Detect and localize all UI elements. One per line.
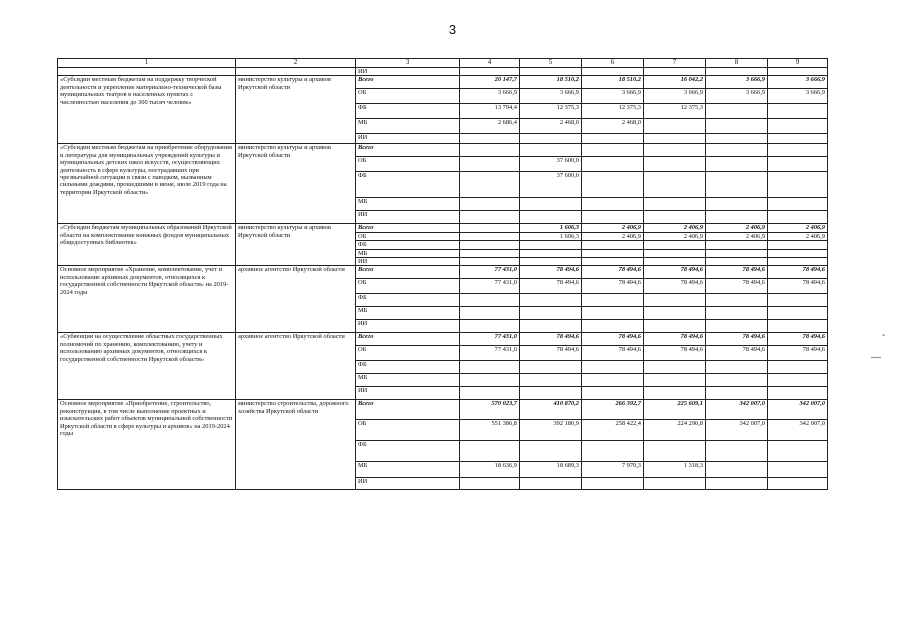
amount-cell: 2 406,9: [644, 232, 706, 240]
amount-cell: 78 494,6: [706, 346, 768, 361]
funding-source: ФБ: [356, 241, 460, 249]
amount-cell: 78 494,6: [644, 346, 706, 361]
amount-cell: [644, 374, 706, 387]
amount-cell: [644, 134, 706, 144]
amount-cell: 77 431,0: [460, 279, 520, 294]
amount-cell: [706, 320, 768, 333]
amount-cell: 342 007,0: [768, 420, 828, 441]
amount-cell: [644, 361, 706, 374]
amount-cell: 12 375,3: [520, 104, 582, 119]
funding-source: МБ: [356, 249, 460, 257]
amount-cell: [644, 258, 706, 266]
funding-source: ФБ: [356, 441, 460, 462]
amount-cell: [520, 478, 582, 490]
amount-cell: [768, 462, 828, 478]
amount-cell: 78 494,6: [706, 333, 768, 346]
amount-cell: [768, 198, 828, 211]
amount-cell: [644, 387, 706, 400]
amount-cell: 2 406,9: [582, 232, 644, 240]
amount-cell: 2 406,9: [582, 224, 644, 232]
budget-table-sheet: [57, 58, 827, 490]
amount-cell: [582, 144, 644, 157]
amount-cell: 2 468,0: [520, 119, 582, 134]
amount-cell: [768, 68, 828, 76]
page-number: 3: [448, 22, 457, 37]
amount-cell: [460, 134, 520, 144]
amount-cell: [644, 478, 706, 490]
table-row: [58, 68, 828, 76]
amount-cell: [644, 68, 706, 76]
amount-cell: [706, 249, 768, 257]
amount-cell: [460, 232, 520, 240]
amount-cell: [706, 104, 768, 119]
amount-cell: 78 494,6: [768, 333, 828, 346]
column-header: 1: [58, 59, 236, 68]
budget-table: [57, 58, 828, 490]
amount-cell: [520, 198, 582, 211]
amount-cell: 3 666,9: [582, 89, 644, 104]
amount-cell: [644, 172, 706, 198]
amount-cell: [582, 374, 644, 387]
amount-cell: [520, 441, 582, 462]
amount-cell: [520, 361, 582, 374]
amount-cell: [706, 241, 768, 249]
amount-cell: [706, 478, 768, 490]
amount-cell: [460, 211, 520, 224]
amount-cell: [582, 198, 644, 211]
amount-cell: 342 007,0: [706, 400, 768, 420]
measure-description: «Субсидии местным бюджетам на приобретение оборудования и литературы для муниципальных учреждений культуры и муниципальных детских школ искусств, осуществляющих деятельность в сфере культуры, пострадавших при чрезвычайной ситуации в связи с паводком, вызванным сильными дождями, прошедшими в июне, июле 2019 года на территории Иркутской области»: [58, 144, 236, 224]
amount-cell: [706, 258, 768, 266]
amount-cell: 570 023,7: [460, 400, 520, 420]
amount-cell: 18 636,9: [460, 462, 520, 478]
measure-description: [58, 68, 236, 76]
amount-cell: [460, 441, 520, 462]
column-header: 3: [356, 59, 460, 68]
amount-cell: [644, 144, 706, 157]
margin-dash-mark: -: [882, 330, 886, 341]
column-header: 6: [582, 59, 644, 68]
amount-cell: [644, 119, 706, 134]
funding-source: Всего: [356, 333, 460, 346]
table-row: [58, 333, 828, 346]
responsible-executor: [236, 68, 356, 76]
amount-cell: [768, 478, 828, 490]
amount-cell: [582, 307, 644, 320]
column-header: 5: [520, 59, 582, 68]
amount-cell: 78 494,6: [644, 279, 706, 294]
amount-cell: 78 494,6: [582, 346, 644, 361]
amount-cell: [460, 307, 520, 320]
amount-cell: [460, 258, 520, 266]
amount-cell: [520, 320, 582, 333]
amount-cell: [582, 320, 644, 333]
amount-cell: [582, 478, 644, 490]
amount-cell: 7 970,3: [582, 462, 644, 478]
measure-description: Основное мероприятие «Приобретение, строительство, реконструкция, в том числе выполнение проектных и изыскательских работ объектов муниципальной собственности Иркутской области в сфере культуры и архивов» на 2019-2024 годы: [58, 400, 236, 490]
amount-cell: 78 494,6: [520, 346, 582, 361]
amount-cell: 3 666,9: [768, 76, 828, 89]
amount-cell: [520, 241, 582, 249]
amount-cell: [768, 387, 828, 400]
amount-cell: 18 510,2: [582, 76, 644, 89]
column-header: 4: [460, 59, 520, 68]
amount-cell: [582, 249, 644, 257]
amount-cell: [768, 249, 828, 257]
amount-cell: 78 494,6: [582, 279, 644, 294]
amount-cell: [706, 68, 768, 76]
amount-cell: [460, 198, 520, 211]
funding-source: ИИ: [356, 478, 460, 490]
amount-cell: [768, 441, 828, 462]
amount-cell: 258 422,4: [582, 420, 644, 441]
amount-cell: 78 494,6: [768, 346, 828, 361]
amount-cell: [706, 144, 768, 157]
amount-cell: [582, 258, 644, 266]
amount-cell: [520, 211, 582, 224]
amount-cell: 77 431,0: [460, 333, 520, 346]
amount-cell: 3 666,9: [520, 89, 582, 104]
amount-cell: 78 494,6: [644, 266, 706, 279]
amount-cell: [706, 374, 768, 387]
amount-cell: [768, 211, 828, 224]
amount-cell: [768, 294, 828, 307]
amount-cell: [768, 144, 828, 157]
amount-cell: 2 406,9: [706, 224, 768, 232]
amount-cell: [644, 211, 706, 224]
funding-source: ФБ: [356, 104, 460, 119]
funding-source: Всего: [356, 76, 460, 89]
column-header: 2: [236, 59, 356, 68]
amount-cell: [460, 361, 520, 374]
amount-cell: 78 494,6: [644, 333, 706, 346]
amount-cell: [582, 134, 644, 144]
amount-cell: [582, 211, 644, 224]
funding-source: ФБ: [356, 172, 460, 198]
amount-cell: [644, 157, 706, 172]
amount-cell: [706, 134, 768, 144]
amount-cell: [644, 307, 706, 320]
amount-cell: 12 375,3: [582, 104, 644, 119]
amount-cell: 78 494,6: [768, 266, 828, 279]
amount-cell: [706, 361, 768, 374]
amount-cell: [582, 172, 644, 198]
amount-cell: [460, 387, 520, 400]
amount-cell: [706, 198, 768, 211]
amount-cell: [520, 374, 582, 387]
measure-description: Основное мероприятие «Хранение, комплектование, учет и использование архивных документов, относящихся к государственной собственности Иркутской области» на 2019-2024 годы: [58, 266, 236, 333]
table-row: [58, 76, 828, 89]
amount-cell: [706, 172, 768, 198]
amount-cell: [768, 258, 828, 266]
amount-cell: 1 606,3: [520, 224, 582, 232]
amount-cell: [460, 157, 520, 172]
funding-source: ИИ: [356, 258, 460, 266]
amount-cell: [768, 172, 828, 198]
amount-cell: [582, 441, 644, 462]
amount-cell: [706, 307, 768, 320]
amount-cell: 342 007,0: [768, 400, 828, 420]
amount-cell: [706, 387, 768, 400]
amount-cell: 12 375,3: [644, 104, 706, 119]
funding-source: ОБ: [356, 232, 460, 240]
amount-cell: 266 392,7: [582, 400, 644, 420]
funding-source: ИИ: [356, 320, 460, 333]
amount-cell: 551 386,8: [460, 420, 520, 441]
amount-cell: 78 494,6: [582, 333, 644, 346]
amount-cell: 77 431,0: [460, 346, 520, 361]
table-body: [58, 68, 828, 490]
funding-source: Всего: [356, 224, 460, 232]
amount-cell: 77 431,0: [460, 266, 520, 279]
amount-cell: 2 406,9: [644, 224, 706, 232]
amount-cell: 1 318,3: [644, 462, 706, 478]
amount-cell: 78 494,6: [582, 266, 644, 279]
amount-cell: 3 666,9: [706, 76, 768, 89]
amount-cell: [460, 224, 520, 232]
amount-cell: [768, 104, 828, 119]
amount-cell: 410 870,2: [520, 400, 582, 420]
amount-cell: [460, 320, 520, 333]
funding-source: МБ: [356, 462, 460, 478]
amount-cell: 13 794,4: [460, 104, 520, 119]
amount-cell: [768, 119, 828, 134]
amount-cell: [768, 241, 828, 249]
amount-cell: [582, 68, 644, 76]
funding-source: ОБ: [356, 89, 460, 104]
amount-cell: 20 147,7: [460, 76, 520, 89]
funding-source: Всего: [356, 266, 460, 279]
table-row: [58, 144, 828, 157]
amount-cell: [520, 68, 582, 76]
amount-cell: [644, 241, 706, 249]
amount-cell: [644, 249, 706, 257]
amount-cell: [582, 241, 644, 249]
amount-cell: [644, 294, 706, 307]
funding-source: ОБ: [356, 346, 460, 361]
amount-cell: 2 468,0: [582, 119, 644, 134]
measure-description: «Субсидии местным бюджетам на поддержку творческой деятельности и укрепление материально-технической базы муниципальных театров в населенных пунктах с численностью населения до 300 тысяч человек»: [58, 76, 236, 144]
amount-cell: [582, 387, 644, 400]
funding-source: ИИ: [356, 68, 460, 76]
amount-cell: 2 406,9: [706, 232, 768, 240]
amount-cell: 225 609,1: [644, 400, 706, 420]
amount-cell: 78 494,6: [768, 279, 828, 294]
amount-cell: [460, 68, 520, 76]
column-header: 9: [768, 59, 828, 68]
amount-cell: [644, 320, 706, 333]
amount-cell: [582, 361, 644, 374]
measure-description: «Субсидии бюджетам муниципальных образований Иркутской области на комплектование книжных фондов муниципальных общедоступных библиотек»: [58, 224, 236, 266]
table-row: [58, 266, 828, 279]
funding-source: ИИ: [356, 387, 460, 400]
amount-cell: 18 510,2: [520, 76, 582, 89]
funding-source: ОБ: [356, 420, 460, 441]
amount-cell: [582, 294, 644, 307]
amount-cell: [582, 157, 644, 172]
amount-cell: 3 666,9: [460, 89, 520, 104]
amount-cell: [706, 157, 768, 172]
amount-cell: [460, 374, 520, 387]
amount-cell: [460, 478, 520, 490]
amount-cell: 78 494,6: [520, 266, 582, 279]
amount-cell: 37 600,0: [520, 157, 582, 172]
table-row: [58, 224, 828, 232]
amount-cell: 3 666,9: [768, 89, 828, 104]
funding-source: Всего: [356, 144, 460, 157]
funding-source: МБ: [356, 198, 460, 211]
responsible-executor: министерство строительства, дорожного хозяйства Иркутской области: [236, 400, 356, 490]
funding-source: ФБ: [356, 361, 460, 374]
amount-cell: [460, 144, 520, 157]
amount-cell: [520, 294, 582, 307]
amount-cell: [520, 249, 582, 257]
funding-source: МБ: [356, 374, 460, 387]
amount-cell: 78 494,6: [706, 266, 768, 279]
amount-cell: 18 689,3: [520, 462, 582, 478]
funding-source: Всего: [356, 400, 460, 420]
amount-cell: [520, 134, 582, 144]
column-header: 7: [644, 59, 706, 68]
funding-source: ИИ: [356, 134, 460, 144]
amount-cell: 3 666,9: [644, 89, 706, 104]
amount-cell: [460, 241, 520, 249]
column-number-row: [58, 59, 828, 68]
amount-cell: 1 606,3: [520, 232, 582, 240]
amount-cell: [520, 258, 582, 266]
amount-cell: [768, 134, 828, 144]
amount-cell: [706, 294, 768, 307]
amount-cell: 3 666,9: [706, 89, 768, 104]
amount-cell: [706, 462, 768, 478]
amount-cell: 16 042,2: [644, 76, 706, 89]
funding-source: МБ: [356, 119, 460, 134]
amount-cell: 2 406,9: [768, 224, 828, 232]
measure-description: «Субвенции на осуществление областных государственных полномочий по хранению, комплектованию, учету и использованию архивных документов, относящихся к государственной собственности Иркутской области»: [58, 333, 236, 400]
funding-source: ОБ: [356, 157, 460, 172]
table-row: [58, 400, 828, 420]
amount-cell: 2 406,9: [768, 232, 828, 240]
amount-cell: [460, 249, 520, 257]
amount-cell: [706, 119, 768, 134]
amount-cell: [768, 157, 828, 172]
amount-cell: [460, 172, 520, 198]
amount-cell: 78 494,6: [520, 333, 582, 346]
amount-cell: [644, 198, 706, 211]
amount-cell: [644, 441, 706, 462]
amount-cell: 342 007,0: [706, 420, 768, 441]
amount-cell: 78 494,6: [520, 279, 582, 294]
amount-cell: [768, 307, 828, 320]
funding-source: ФБ: [356, 294, 460, 307]
amount-cell: [706, 441, 768, 462]
amount-cell: 224 290,8: [644, 420, 706, 441]
responsible-executor: архивное агентство Иркутской области: [236, 333, 356, 400]
amount-cell: [768, 374, 828, 387]
amount-cell: 2 686,4: [460, 119, 520, 134]
amount-cell: [706, 211, 768, 224]
funding-source: ОБ: [356, 279, 460, 294]
amount-cell: [520, 307, 582, 320]
amount-cell: 78 494,6: [706, 279, 768, 294]
amount-cell: 37 600,0: [520, 172, 582, 198]
amount-cell: 392 180,9: [520, 420, 582, 441]
responsible-executor: архивное агентство Иркутской области: [236, 266, 356, 333]
amount-cell: [520, 144, 582, 157]
amount-cell: [520, 387, 582, 400]
margin-dash-mark: —: [871, 352, 881, 363]
column-header: 8: [706, 59, 768, 68]
funding-source: ИИ: [356, 211, 460, 224]
funding-source: МБ: [356, 307, 460, 320]
amount-cell: [768, 320, 828, 333]
responsible-executor: министерство культуры и архивов Иркутской области: [236, 76, 356, 144]
responsible-executor: министерство культуры и архивов Иркутской области: [236, 224, 356, 266]
amount-cell: [768, 361, 828, 374]
responsible-executor: министерство культуры и архивов Иркутской области: [236, 144, 356, 224]
amount-cell: [460, 294, 520, 307]
